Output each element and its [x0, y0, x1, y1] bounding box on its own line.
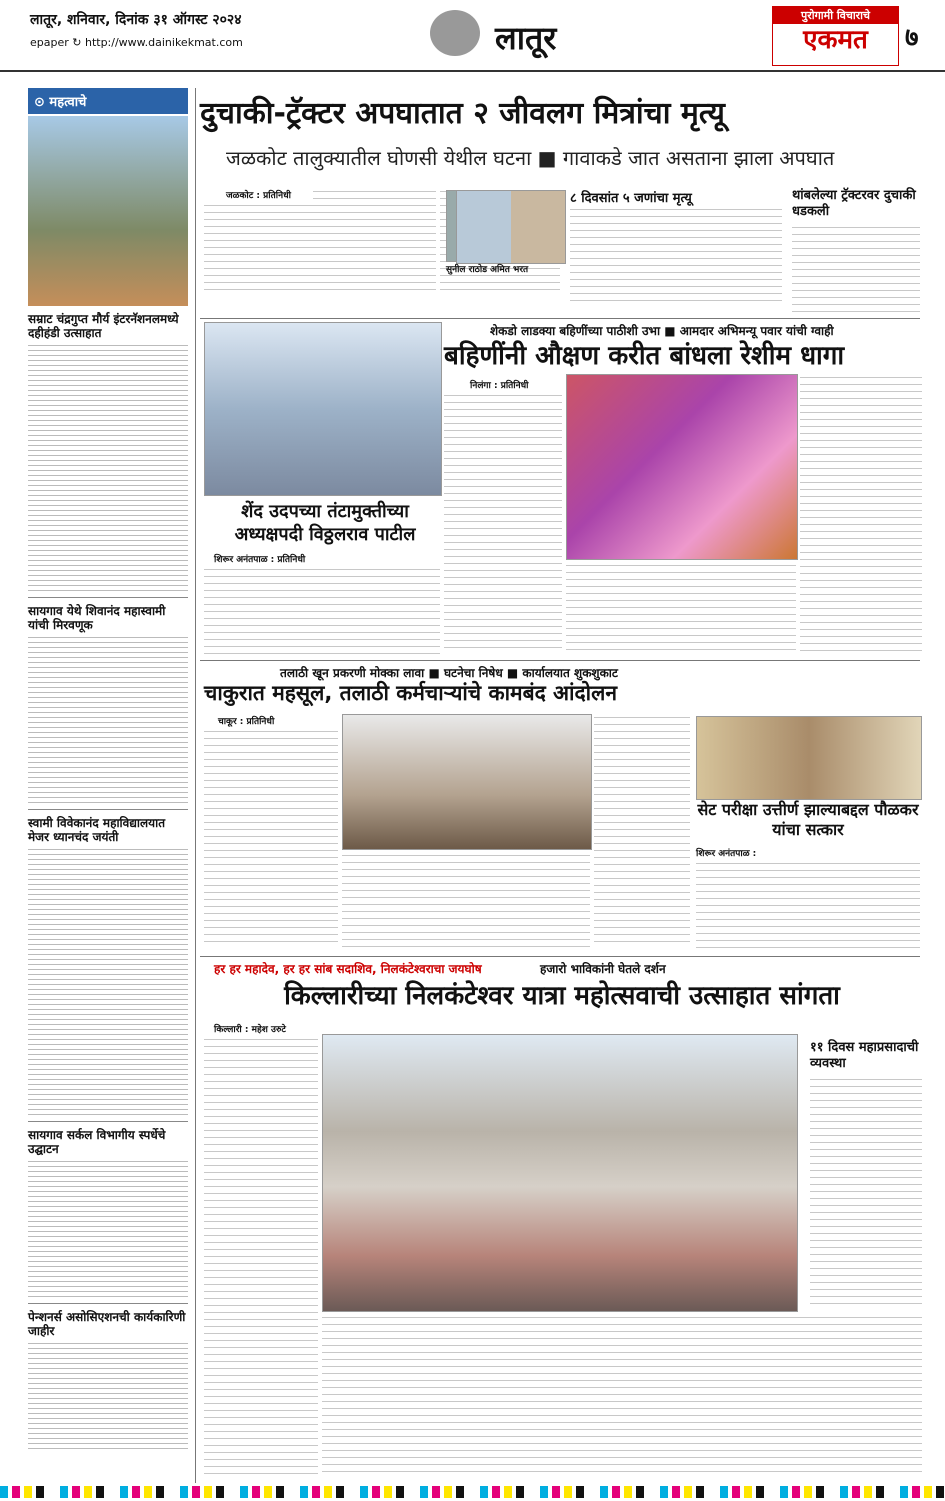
story6-headline: किल्लारीच्या निलकंटेश्वर यात्रा महोत्सवाची उत्साहात सांगता — [284, 981, 840, 1011]
left-story-title-2: सायगाव येथे शिवानंद महास्वामी यांची मिरवणूक — [28, 604, 166, 632]
story6-byline: किल्लारी : महेश उरुटे — [214, 1025, 286, 1035]
lead-headline: दुचाकी-ट्रॅक्टर अपघातात २ जीवलग मित्रांचा मृत्यू — [200, 96, 725, 131]
lead-box1-body — [570, 206, 782, 302]
story6-kicker2: हजारो भाविकांनी घेतले दर्शन — [540, 962, 666, 976]
lead-box1-title: ८ दिवसांत ५ जणांचा मृत्यू — [570, 191, 692, 206]
story2-body-2 — [800, 374, 922, 652]
left-story-title-3: स्वामी विवेकानंद महाविद्यालयात मेजर ध्यानचंद जयंती — [28, 816, 166, 844]
story6-kicker: हर हर महादेव, हर हर सांब सदाशिव, निलकंटेश्वराचा जयघोष — [214, 962, 482, 976]
registration-marks — [0, 1486, 945, 1498]
left-story-title-5: पेन्शनर्स असोसिएशनची कार्यकारिणी जाहीर — [28, 1310, 186, 1338]
logo-tagline: पुरोगामी विचाराचे — [773, 7, 898, 24]
dahihandi-photo — [28, 116, 188, 306]
story4-body-2 — [342, 852, 590, 948]
section-label-text: महत्वाचे — [49, 95, 87, 110]
story5-byline: शिरूर अनंतपाळ : — [696, 849, 757, 859]
story2-photo — [566, 374, 798, 560]
left-story-body-5 — [28, 1341, 188, 1451]
city-emblem-icon — [430, 10, 480, 56]
story3-headline: शेंद उदपच्या तंटामुक्तीच्या अध्यक्षपदी विठ्ठलराव पाटील — [234, 501, 416, 545]
left-story-body-1 — [28, 343, 188, 593]
story3-photo — [204, 322, 442, 496]
lead-box2-title: थांबलेल्या ट्रॅक्टरवर दुचाकी धडकली — [792, 188, 916, 219]
lead-box2-body — [792, 224, 920, 324]
story5-headline: सेट परीक्षा उत्तीर्ण झाल्याबद्दल पौळकर यांचा सत्कार — [697, 800, 919, 839]
story5-body — [696, 860, 920, 948]
story6-side-body — [810, 1076, 922, 1310]
story2-body-1 — [444, 392, 562, 652]
story2-headline: बहिणींनी औक्षण करीत बांधला रेशीम धागा — [444, 341, 845, 371]
logo-brand: एकमत — [803, 25, 868, 55]
story2-body-3 — [566, 562, 796, 652]
lead-byline: जळकोट : प्रतिनिधी — [226, 191, 291, 201]
left-story-body-4 — [28, 1159, 188, 1299]
city-name: लातूर — [495, 19, 557, 57]
story2-kicker: शेकडो लाडक्या बहिणींच्या पाठीशी उभा ■ आमदार अभिमन्यू पवार यांची ग्वाही — [490, 324, 834, 338]
page-number: ७ — [905, 23, 919, 53]
lead-body-2 — [313, 188, 436, 292]
left-column — [28, 88, 188, 1483]
story6-yatra-photo — [322, 1034, 798, 1312]
story4-byline: चाकूर : प्रतिनिधी — [218, 717, 275, 727]
story4-body-3 — [594, 714, 690, 948]
left-story-title-4: सायगाव सर्कल विभागीय स्पर्धेचे उद्घाटन — [28, 1128, 166, 1156]
masthead — [0, 0, 945, 72]
story6-body-1 — [204, 1036, 318, 1478]
story5-photo — [696, 716, 922, 800]
story6-body-2 — [322, 1314, 922, 1478]
section-label: ⊙ महत्वाचे — [28, 88, 188, 114]
story4-body-1 — [204, 728, 338, 948]
lead-photo-caption: सुनील राठोड अमित भरत — [446, 265, 529, 275]
story3-body — [204, 566, 440, 654]
story3-byline: शिरूर अनंतपाळ : प्रतिनिधी — [214, 555, 306, 565]
dateline: लातूर, शनिवार, दिनांक ३१ ऑगस्ट २०२४ — [30, 12, 242, 28]
left-story-title-1: सम्राट चंद्रगुप्त मौर्य इंटरनॅशनलमध्ये दहीहंडी उत्साहात — [28, 312, 179, 340]
lead-subhead: जळकोट तालुक्यातील घोणसी येथील घटना ■ गावाकडे जात असताना झाला अपघात — [226, 146, 835, 170]
story2-byline: निलंगा : प्रतिनिधी — [470, 381, 529, 391]
left-story-body-2 — [28, 635, 188, 805]
story4-headline: चाकुरात महसूल, तलाठी कर्मचाऱ्यांचे कामबंद आंदोलन — [204, 681, 617, 705]
left-story-body-3 — [28, 847, 188, 1117]
story4-photo — [342, 714, 592, 850]
story6-side-title: ११ दिवस महाप्रसादाची व्यवस्था — [810, 1040, 919, 1071]
lead-victims-photo-2 — [456, 190, 566, 264]
newspaper-logo — [772, 6, 899, 66]
story4-kicker: तलाठी खून प्रकरणी मोक्का लावा ■ घटनेचा निषेध ■ कार्यालयात शुकशुकाट — [280, 666, 618, 680]
epaper-link[interactable]: epaper ↻ http://www.dainikekmat.com — [30, 36, 243, 49]
